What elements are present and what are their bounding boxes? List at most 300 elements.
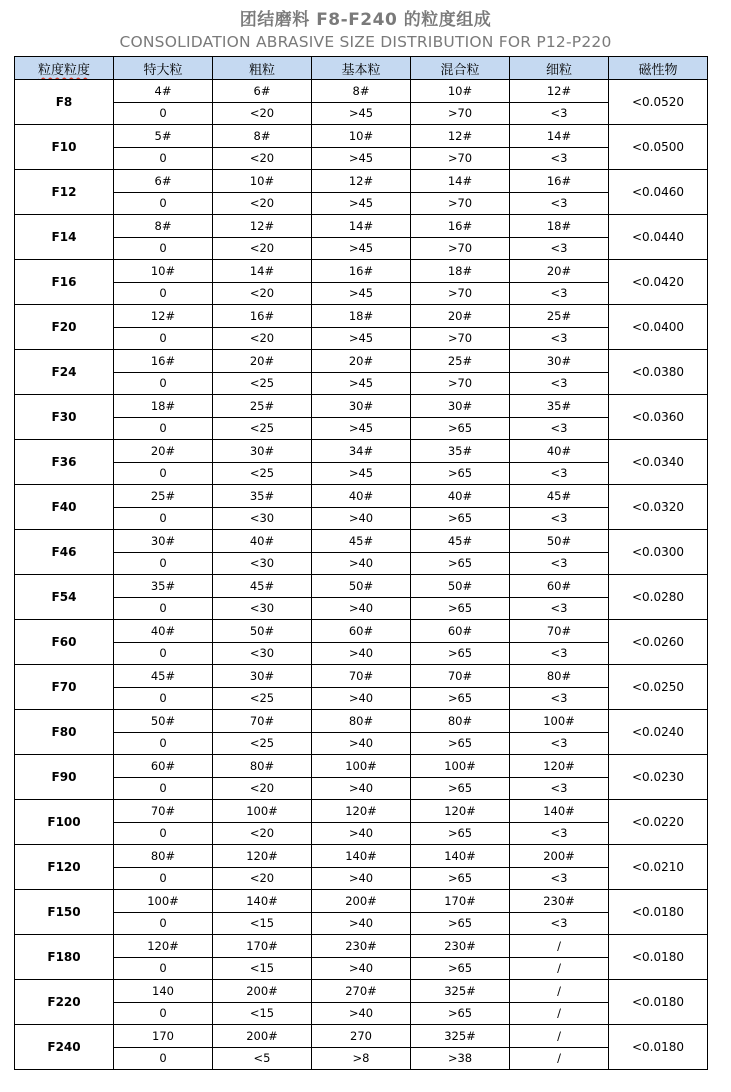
magnetic-cell: <0.0420	[609, 260, 708, 305]
table-row	[15, 620, 708, 643]
percent-cell: <20	[213, 282, 312, 305]
percent-cell: >40	[312, 732, 411, 755]
percent-cell: >70	[411, 372, 510, 395]
percent-cell: >65	[411, 462, 510, 485]
table-row	[15, 957, 708, 980]
percent-cell: <3	[510, 102, 609, 125]
magnetic-cell: <0.0380	[609, 350, 708, 395]
percent-cell: >40	[312, 777, 411, 800]
percent-cell: >65	[411, 687, 510, 710]
percent-cell: >65	[411, 867, 510, 890]
table-row	[15, 822, 708, 845]
size-cell: 18#	[510, 215, 609, 238]
table-row	[15, 552, 708, 575]
size-cell: 6#	[213, 80, 312, 103]
table-row	[15, 282, 708, 305]
percent-cell: <30	[213, 597, 312, 620]
grade-cell: F90	[15, 755, 114, 800]
table-row	[15, 125, 708, 148]
percent-cell: /	[510, 1047, 609, 1070]
percent-cell: 0	[114, 822, 213, 845]
size-cell: 12#	[510, 80, 609, 103]
size-cell: 50#	[213, 620, 312, 643]
table-row	[15, 440, 708, 463]
percent-cell: >65	[411, 912, 510, 935]
percent-cell: <3	[510, 642, 609, 665]
percent-cell: <3	[510, 147, 609, 170]
size-cell: 80#	[312, 710, 411, 733]
size-cell: 140#	[213, 890, 312, 913]
percent-cell: >45	[312, 147, 411, 170]
percent-cell: <3	[510, 822, 609, 845]
percent-cell: >40	[312, 687, 411, 710]
size-cell: 10#	[213, 170, 312, 193]
percent-cell: >65	[411, 417, 510, 440]
size-cell: 50#	[114, 710, 213, 733]
percent-cell: >38	[411, 1047, 510, 1070]
grade-cell: F60	[15, 620, 114, 665]
percent-cell: 0	[114, 192, 213, 215]
percent-cell: <30	[213, 507, 312, 530]
size-cell: 12#	[213, 215, 312, 238]
table-row	[15, 777, 708, 800]
percent-cell: >70	[411, 237, 510, 260]
magnetic-cell: <0.0300	[609, 530, 708, 575]
size-cell: 20#	[510, 260, 609, 283]
percent-cell: <3	[510, 417, 609, 440]
magnetic-cell: <0.0180	[609, 935, 708, 980]
header-cell-basic: 基本粒	[312, 57, 411, 80]
percent-cell: <5	[213, 1047, 312, 1070]
size-cell: 8#	[213, 125, 312, 148]
size-cell: 16#	[213, 305, 312, 328]
grade-cell: F8	[15, 80, 114, 125]
percent-cell: <30	[213, 552, 312, 575]
size-cell: 10#	[411, 80, 510, 103]
size-cell: 100#	[114, 890, 213, 913]
grade-cell: F24	[15, 350, 114, 395]
table-row	[15, 867, 708, 890]
header-cell-magnetic: 磁性物	[609, 57, 708, 80]
magnetic-cell: <0.0500	[609, 125, 708, 170]
percent-cell: >65	[411, 822, 510, 845]
percent-cell: >40	[312, 597, 411, 620]
percent-cell: /	[510, 957, 609, 980]
table-row	[15, 687, 708, 710]
size-cell: 30#	[213, 665, 312, 688]
size-cell: 45#	[411, 530, 510, 553]
percent-cell: >70	[411, 282, 510, 305]
table-row	[15, 462, 708, 485]
magnetic-cell: <0.0180	[609, 1025, 708, 1070]
percent-cell: 0	[114, 102, 213, 125]
header-row	[15, 57, 708, 80]
percent-cell: >40	[312, 912, 411, 935]
size-cell: 20#	[114, 440, 213, 463]
size-cell: 35#	[411, 440, 510, 463]
size-cell: 16#	[312, 260, 411, 283]
percent-cell: <25	[213, 462, 312, 485]
percent-cell: >45	[312, 102, 411, 125]
percent-cell: 0	[114, 642, 213, 665]
size-cell: 45#	[312, 530, 411, 553]
size-cell: 25#	[510, 305, 609, 328]
table-row	[15, 710, 708, 733]
percent-cell: <15	[213, 912, 312, 935]
percent-cell: <3	[510, 462, 609, 485]
percent-cell: >65	[411, 552, 510, 575]
size-cell: 120#	[411, 800, 510, 823]
percent-cell: >45	[312, 192, 411, 215]
size-cell: 140#	[312, 845, 411, 868]
percent-cell: >65	[411, 732, 510, 755]
grade-cell: F36	[15, 440, 114, 485]
size-cell: 16#	[411, 215, 510, 238]
percent-cell: 0	[114, 1047, 213, 1070]
table-row	[15, 507, 708, 530]
size-cell: 70#	[213, 710, 312, 733]
percent-cell: <20	[213, 192, 312, 215]
header-cell-coarse: 粗粒	[213, 57, 312, 80]
header-cell-fine: 细粒	[510, 57, 609, 80]
size-cell: 14#	[411, 170, 510, 193]
size-cell: 34#	[312, 440, 411, 463]
table-row	[15, 732, 708, 755]
table-row	[15, 642, 708, 665]
size-cell: 80#	[114, 845, 213, 868]
size-cell: 30#	[213, 440, 312, 463]
grade-cell: F180	[15, 935, 114, 980]
magnetic-cell: <0.0400	[609, 305, 708, 350]
table-row	[15, 147, 708, 170]
size-cell: 230#	[411, 935, 510, 958]
size-cell: 12#	[411, 125, 510, 148]
percent-cell: >65	[411, 642, 510, 665]
table-row	[15, 665, 708, 688]
grade-cell: F70	[15, 665, 114, 710]
table-row	[15, 350, 708, 373]
size-cell: 30#	[114, 530, 213, 553]
size-cell: 100#	[510, 710, 609, 733]
table-row	[15, 530, 708, 553]
grade-cell: F100	[15, 800, 114, 845]
size-cell: 25#	[114, 485, 213, 508]
size-cell: 170#	[213, 935, 312, 958]
document-title: 团结磨料 F8-F240 的粒度组成	[239, 10, 492, 30]
grade-cell: F20	[15, 305, 114, 350]
magnetic-cell: <0.0240	[609, 710, 708, 755]
size-cell: 200#	[213, 1025, 312, 1048]
size-cell: 270#	[312, 980, 411, 1003]
table-row	[15, 260, 708, 283]
size-cell: 60#	[312, 620, 411, 643]
percent-cell: 0	[114, 957, 213, 980]
size-cell: 200#	[312, 890, 411, 913]
grade-cell: F220	[15, 980, 114, 1025]
size-cell: 100#	[411, 755, 510, 778]
size-cell: 12#	[114, 305, 213, 328]
size-cell: 170#	[411, 890, 510, 913]
size-cell: 140#	[510, 800, 609, 823]
percent-cell: <20	[213, 102, 312, 125]
header-cell-extra-large: 特大粒	[114, 57, 213, 80]
percent-cell: >45	[312, 327, 411, 350]
magnetic-cell: <0.0230	[609, 755, 708, 800]
percent-cell: <20	[213, 147, 312, 170]
table-row	[15, 597, 708, 620]
size-cell: 20#	[312, 350, 411, 373]
magnetic-cell: <0.0260	[609, 620, 708, 665]
size-cell: 45#	[510, 485, 609, 508]
size-cell: 70#	[312, 665, 411, 688]
percent-cell: >40	[312, 552, 411, 575]
percent-cell: 0	[114, 327, 213, 350]
size-cell: 16#	[114, 350, 213, 373]
percent-cell: >40	[312, 957, 411, 980]
size-cell: 60#	[114, 755, 213, 778]
percent-cell: 0	[114, 507, 213, 530]
percent-cell: >70	[411, 327, 510, 350]
table-row	[15, 1047, 708, 1070]
percent-cell: >65	[411, 777, 510, 800]
magnetic-cell: <0.0280	[609, 575, 708, 620]
size-cell: 325#	[411, 980, 510, 1003]
size-cell: 80#	[213, 755, 312, 778]
size-cell: 325#	[411, 1025, 510, 1048]
table-row	[15, 215, 708, 238]
size-cell: 50#	[411, 575, 510, 598]
size-cell: 6#	[114, 170, 213, 193]
size-cell: 20#	[213, 350, 312, 373]
percent-cell: <3	[510, 867, 609, 890]
size-cell: 60#	[411, 620, 510, 643]
percent-cell: <3	[510, 192, 609, 215]
grade-cell: F16	[15, 260, 114, 305]
size-cell: 80#	[411, 710, 510, 733]
size-cell: 12#	[312, 170, 411, 193]
percent-cell: 0	[114, 597, 213, 620]
percent-cell: <3	[510, 237, 609, 260]
percent-cell: 0	[114, 777, 213, 800]
magnetic-cell: <0.0250	[609, 665, 708, 710]
size-cell: 70#	[510, 620, 609, 643]
size-cell: 100#	[213, 800, 312, 823]
percent-cell: <3	[510, 507, 609, 530]
header-cell-mixed: 混合粒	[411, 57, 510, 80]
grade-cell: F46	[15, 530, 114, 575]
size-cell: 20#	[411, 305, 510, 328]
magnetic-cell: <0.0340	[609, 440, 708, 485]
table-row	[15, 935, 708, 958]
size-cell: /	[510, 1025, 609, 1048]
document-subtitle: CONSOLIDATION ABRASIVE SIZE DISTRIBUTION FOR P12-P220	[119, 33, 612, 51]
size-cell: 35#	[213, 485, 312, 508]
percent-cell: 0	[114, 732, 213, 755]
size-cell: 25#	[411, 350, 510, 373]
grade-cell: F240	[15, 1025, 114, 1070]
table-row	[15, 890, 708, 913]
size-cell: 120#	[312, 800, 411, 823]
percent-cell: 0	[114, 552, 213, 575]
percent-cell: >70	[411, 192, 510, 215]
table-row	[15, 1025, 708, 1048]
percent-cell: >70	[411, 147, 510, 170]
percent-cell: <25	[213, 687, 312, 710]
percent-cell: >65	[411, 1002, 510, 1025]
percent-cell: 0	[114, 1002, 213, 1025]
table-row	[15, 395, 708, 418]
size-cell: 200#	[510, 845, 609, 868]
size-cell: 120#	[114, 935, 213, 958]
magnetic-cell: <0.0180	[609, 980, 708, 1025]
percent-cell: <20	[213, 327, 312, 350]
table-row	[15, 102, 708, 125]
size-cell: 100#	[312, 755, 411, 778]
size-cell: /	[510, 980, 609, 1003]
table-row	[15, 80, 708, 103]
size-cell: 18#	[312, 305, 411, 328]
percent-cell: <3	[510, 912, 609, 935]
table-row	[15, 192, 708, 215]
size-cell: 35#	[510, 395, 609, 418]
grade-cell: F120	[15, 845, 114, 890]
table-row	[15, 417, 708, 440]
grade-cell: F54	[15, 575, 114, 620]
size-cell: 18#	[114, 395, 213, 418]
size-distribution-table	[14, 56, 708, 1070]
percent-cell: >40	[312, 1002, 411, 1025]
percent-cell: <3	[510, 687, 609, 710]
size-cell: 5#	[114, 125, 213, 148]
table-row	[15, 755, 708, 778]
size-cell: /	[510, 935, 609, 958]
size-cell: 8#	[114, 215, 213, 238]
table-row	[15, 327, 708, 350]
percent-cell: <20	[213, 237, 312, 260]
table-row	[15, 980, 708, 1003]
size-cell: 14#	[510, 125, 609, 148]
size-cell: 40#	[411, 485, 510, 508]
size-cell: 230#	[312, 935, 411, 958]
percent-cell: >40	[312, 822, 411, 845]
percent-cell: >45	[312, 237, 411, 260]
table-row	[15, 1002, 708, 1025]
percent-cell: 0	[114, 462, 213, 485]
grade-cell: F12	[15, 170, 114, 215]
size-cell: 35#	[114, 575, 213, 598]
percent-cell: 0	[114, 147, 213, 170]
percent-cell: <25	[213, 732, 312, 755]
percent-cell: 0	[114, 867, 213, 890]
percent-cell: >40	[312, 642, 411, 665]
magnetic-cell: <0.0440	[609, 215, 708, 260]
percent-cell: 0	[114, 237, 213, 260]
size-cell: 14#	[213, 260, 312, 283]
percent-cell: <3	[510, 327, 609, 350]
magnetic-cell: <0.0360	[609, 395, 708, 440]
percent-cell: 0	[114, 372, 213, 395]
percent-cell: <3	[510, 777, 609, 800]
size-cell: 8#	[312, 80, 411, 103]
percent-cell: <20	[213, 822, 312, 845]
magnetic-cell: <0.0210	[609, 845, 708, 890]
percent-cell: <3	[510, 282, 609, 305]
magnetic-cell: <0.0460	[609, 170, 708, 215]
percent-cell: <30	[213, 642, 312, 665]
size-cell: 70#	[411, 665, 510, 688]
percent-cell: >45	[312, 282, 411, 305]
table-row	[15, 170, 708, 193]
size-cell: 50#	[312, 575, 411, 598]
table-row	[15, 485, 708, 508]
percent-cell: >70	[411, 102, 510, 125]
size-cell: 230#	[510, 890, 609, 913]
size-cell: 30#	[411, 395, 510, 418]
percent-cell: <20	[213, 777, 312, 800]
size-cell: 40#	[312, 485, 411, 508]
grade-cell: F10	[15, 125, 114, 170]
grade-cell: F150	[15, 890, 114, 935]
size-cell: 170	[114, 1025, 213, 1048]
grade-cell: F80	[15, 710, 114, 755]
size-cell: 140#	[411, 845, 510, 868]
percent-cell: >40	[312, 867, 411, 890]
percent-cell: >8	[312, 1047, 411, 1070]
grade-cell: F14	[15, 215, 114, 260]
size-cell: 200#	[213, 980, 312, 1003]
size-cell: 120#	[213, 845, 312, 868]
size-cell: 270	[312, 1025, 411, 1048]
percent-cell: <3	[510, 372, 609, 395]
size-cell: 25#	[213, 395, 312, 418]
percent-cell: <15	[213, 1002, 312, 1025]
size-cell: 45#	[114, 665, 213, 688]
percent-cell: 0	[114, 417, 213, 440]
magnetic-cell: <0.0220	[609, 800, 708, 845]
size-cell: 40#	[213, 530, 312, 553]
table-row	[15, 800, 708, 823]
size-cell: 50#	[510, 530, 609, 553]
percent-cell: 0	[114, 912, 213, 935]
percent-cell: 0	[114, 687, 213, 710]
percent-cell: 0	[114, 282, 213, 305]
size-cell: 120#	[510, 755, 609, 778]
percent-cell: >65	[411, 597, 510, 620]
header-cell-grade: 粒度粒度	[15, 57, 114, 80]
size-cell: 10#	[312, 125, 411, 148]
size-cell: 70#	[114, 800, 213, 823]
grade-cell: F30	[15, 395, 114, 440]
size-cell: 16#	[510, 170, 609, 193]
size-cell: 14#	[312, 215, 411, 238]
percent-cell: >45	[312, 372, 411, 395]
magnetic-cell: <0.0520	[609, 80, 708, 125]
percent-cell: >40	[312, 507, 411, 530]
table-row	[15, 237, 708, 260]
size-cell: 18#	[411, 260, 510, 283]
table-row	[15, 912, 708, 935]
size-cell: 140	[114, 980, 213, 1003]
size-cell: 45#	[213, 575, 312, 598]
size-cell: 40#	[510, 440, 609, 463]
percent-cell: >45	[312, 462, 411, 485]
percent-cell: >45	[312, 417, 411, 440]
table-row	[15, 372, 708, 395]
magnetic-cell: <0.0320	[609, 485, 708, 530]
size-cell: 60#	[510, 575, 609, 598]
percent-cell: <3	[510, 552, 609, 575]
percent-cell: <15	[213, 957, 312, 980]
